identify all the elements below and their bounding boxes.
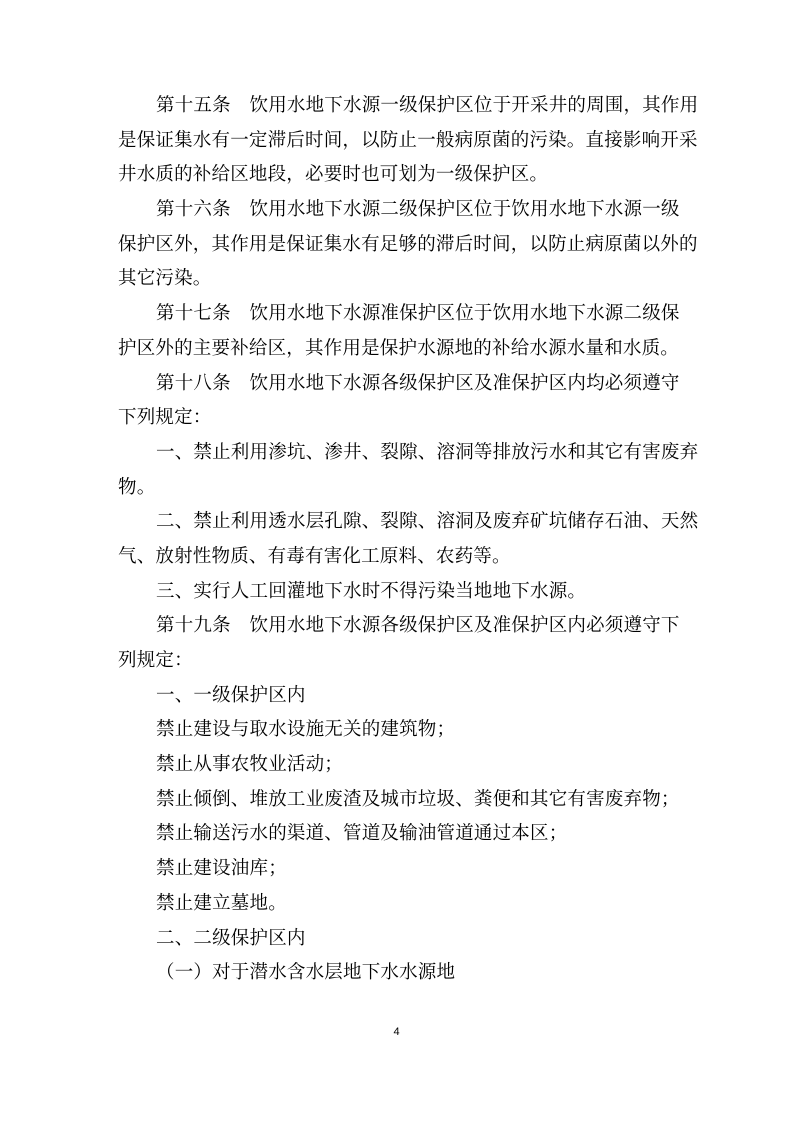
article-18-item-2-line-2: 气、放射性物质、有毒有害化工原料、农药等。 [118, 545, 511, 567]
section-heading-secondary-zone: 二、二级保护区内 [156, 927, 306, 949]
page-number: 4 [393, 1026, 400, 1038]
article-18-item-1-line-1: 一、禁止利用渗坑、渗井、裂隙、溶洞等排放污水和其它有害废弃 [156, 441, 699, 463]
article-19-line-1: 第十九条 饮用水地下水源各级保护区及准保护区内必须遵守下 [156, 615, 680, 637]
article-18-item-1-line-2: 物。 [118, 476, 156, 498]
article-18-item-3: 三、实行人工回灌地下水时不得污染当地地下水源。 [156, 580, 587, 602]
article-18-line-2: 下列规定： [118, 407, 212, 429]
primary-zone-rule-1: 禁止建设与取水设施无关的建筑物； [156, 719, 456, 741]
article-15-line-2: 是保证集水有一定滞后时间，以防止一般病原菌的污染。直接影响开采 [118, 129, 698, 151]
primary-zone-rule-6: 禁止建立墓地。 [156, 892, 287, 914]
primary-zone-rule-4: 禁止输送污水的渠道、管道及输油管道通过本区； [156, 823, 568, 845]
article-17-line-1: 第十七条 饮用水地下水源准保护区位于饮用水地下水源二级保 [156, 303, 680, 325]
article-19-line-2: 列规定： [118, 650, 193, 671]
primary-zone-rule-2: 禁止从事农牧业活动； [156, 754, 344, 776]
article-17-line-2: 护区外的主要补给区，其作用是保护水源地的补给水源水量和水质。 [118, 337, 680, 359]
article-15-line-1: 第十五条 饮用水地下水源一级保护区位于开采井的周围，其作用 [156, 95, 699, 116]
primary-zone-rule-5: 禁止建设油库； [156, 858, 287, 880]
article-16-line-1: 第十六条 饮用水地下水源二级保护区位于饮用水地下水源一级 [156, 199, 680, 221]
article-16-line-2: 保护区外，其作用是保证集水有足够的滞后时间，以防止病原菌以外的 [118, 233, 698, 255]
article-15-line-3: 井水质的补给区地段，必要时也可划为一级保护区。 [118, 164, 549, 186]
primary-zone-rule-3: 禁止倾倒、堆放工业废渣及城市垃圾、粪便和其它有害废弃物； [156, 788, 680, 810]
section-heading-primary-zone: 一、一级保护区内 [156, 684, 306, 706]
subsection-heading-phreatic-aquifer: （一）对于潜水含水层地下水水源地 [156, 962, 456, 984]
article-18-line-1: 第十八条 饮用水地下水源各级保护区及准保护区内均必须遵守 [156, 372, 680, 394]
article-18-item-2-line-1: 二、禁止利用透水层孔隙、裂隙、溶洞及废弃矿坑储存石油、天然 [156, 511, 699, 533]
body-text [118, 89, 699, 991]
article-16-line-3: 其它污染。 [118, 268, 212, 290]
